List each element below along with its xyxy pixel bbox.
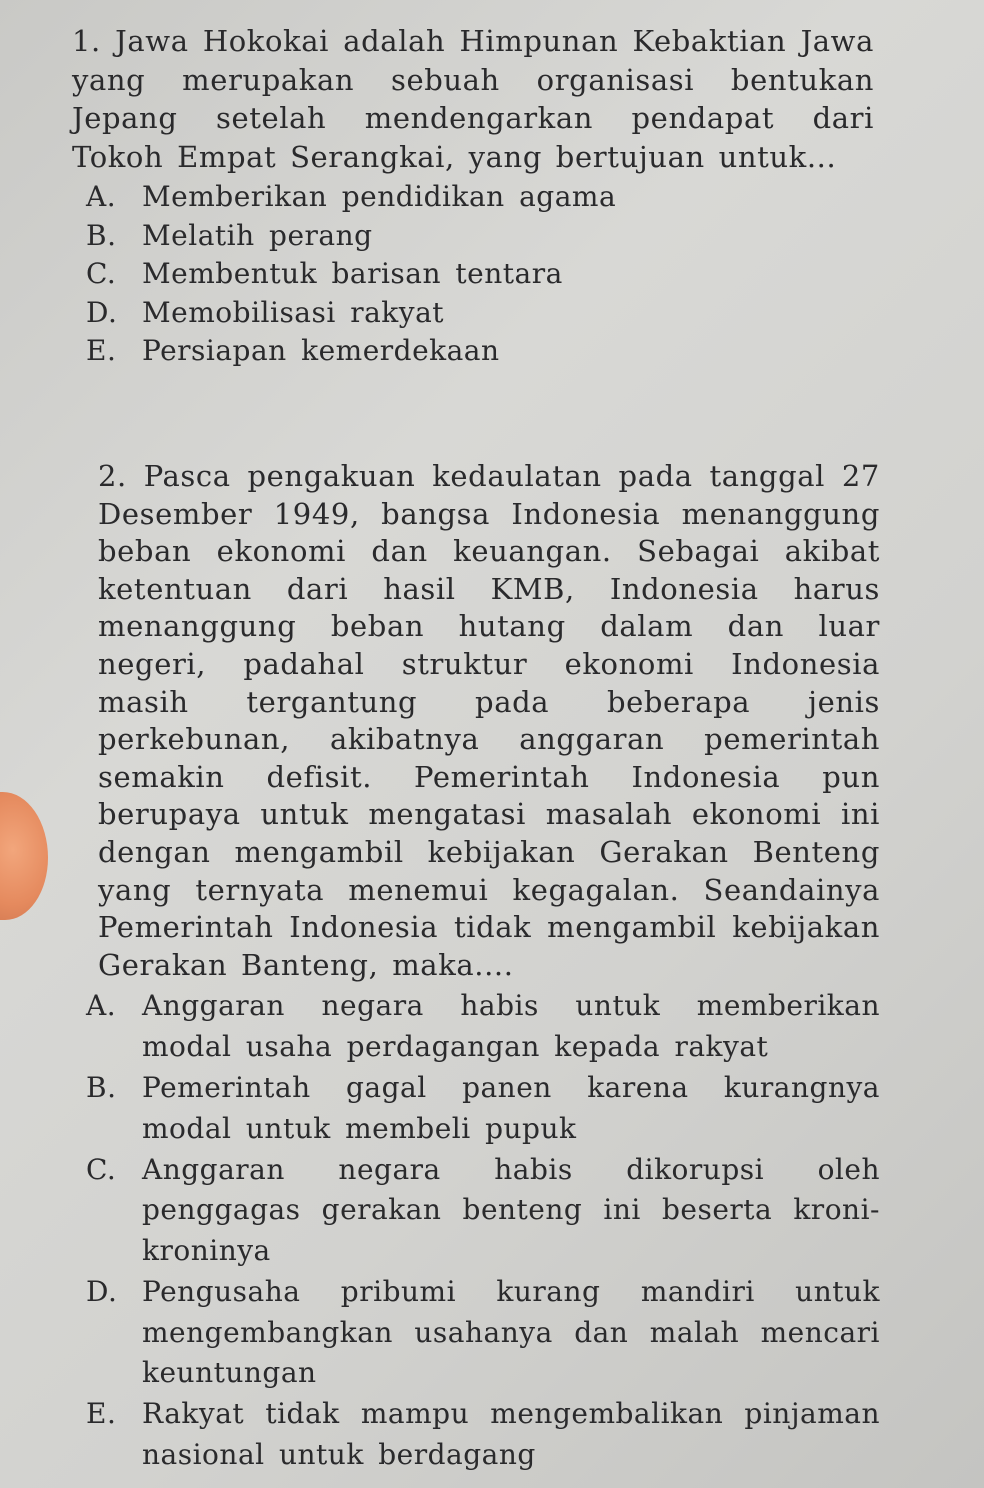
option-text: Membentuk barisan tentara bbox=[142, 257, 563, 290]
option-letter: A. bbox=[86, 180, 117, 213]
question-1 bbox=[72, 22, 874, 371]
option-letter: E. bbox=[86, 334, 117, 367]
question-1-number: 1. bbox=[72, 24, 101, 58]
option-text: Memberikan pendidikan agama bbox=[142, 180, 617, 213]
question-1-option-a[interactable] bbox=[86, 178, 874, 217]
option-text: Anggaran negara habis untuk memberikan modal usaha perdagangan kepada rakyat bbox=[142, 989, 880, 1064]
option-letter: D. bbox=[86, 1274, 118, 1308]
question-2-option-d[interactable] bbox=[86, 1272, 880, 1394]
question-1-stem bbox=[72, 22, 874, 176]
question-2 bbox=[86, 458, 880, 1476]
option-letter: B. bbox=[86, 218, 117, 252]
question-1-option-c[interactable] bbox=[86, 255, 874, 294]
option-letter: D. bbox=[86, 295, 118, 329]
option-text: Memobilisasi rakyat bbox=[142, 295, 445, 329]
question-2-option-e[interactable] bbox=[86, 1394, 880, 1476]
option-text: Pemerintah gagal panen karena kurangnya modal untuk membeli pupuk bbox=[142, 1070, 880, 1145]
option-text: Persiapan kemerdekaan bbox=[142, 334, 500, 367]
question-1-option-e[interactable] bbox=[86, 332, 874, 371]
option-text: Anggaran negara habis dikorupsi oleh penggagas gerakan benteng ini beserta kroni-kroninya bbox=[142, 1152, 880, 1268]
option-text: Melatih perang bbox=[142, 218, 373, 252]
question-2-option-b[interactable] bbox=[86, 1068, 880, 1150]
option-text: Rakyat tidak mampu mengembalikan pinjaman nasional untuk berdagang bbox=[142, 1397, 880, 1472]
option-letter: C. bbox=[86, 1152, 117, 1186]
question-2-option-c[interactable] bbox=[86, 1150, 880, 1272]
option-text: Pengusaha pribumi kurang mandiri untuk mengembangkan usahanya dan malah mencari keuntungan bbox=[142, 1274, 880, 1390]
option-letter: E. bbox=[86, 1397, 117, 1431]
question-1-options bbox=[72, 178, 874, 371]
question-2-stem bbox=[98, 458, 880, 984]
question-2-text: Pasca pengakuan kedaulatan pada tanggal 27 Desember 1949, bangsa Indonesia menanggung beban ekonomi dan keuangan. Sebagai akibat ketentuan dari hasil KMB, Indonesia harus menanggung beban hutang dalam dan luar negeri, padahal struktur ekonomi Indonesia masih tergantung pada beberapa jenis perkebunan, akibatnya anggaran pemerintah semakin defisit. Pemerintah Indonesia pun berupaya untuk mengatasi masalah ekonomi ini dengan mengambil kebijakan Gerakan Benteng yang ternyata menemui kegagalan. Seandainya Pemerintah Indonesia tidak mengambil kebijakan Gerakan Banteng, maka.... bbox=[98, 459, 880, 982]
fingertip bbox=[0, 792, 48, 920]
question-2-option-a[interactable] bbox=[86, 986, 880, 1068]
question-2-options bbox=[86, 986, 880, 1476]
question-1-option-d[interactable] bbox=[86, 294, 874, 333]
question-2-number: 2. bbox=[98, 459, 127, 493]
option-letter: C. bbox=[86, 257, 117, 290]
option-letter: B. bbox=[86, 1070, 117, 1104]
question-1-text: Jawa Hokokai adalah Himpunan Kebaktian Jawa yang merupakan sebuah organisasi bentukan Jepang setelah mendengarkan pendapat dari Tokoh Empat Serangkai, yang bertujuan untuk... bbox=[72, 24, 874, 174]
question-1-option-b[interactable] bbox=[86, 217, 874, 256]
option-letter: A. bbox=[86, 989, 117, 1023]
